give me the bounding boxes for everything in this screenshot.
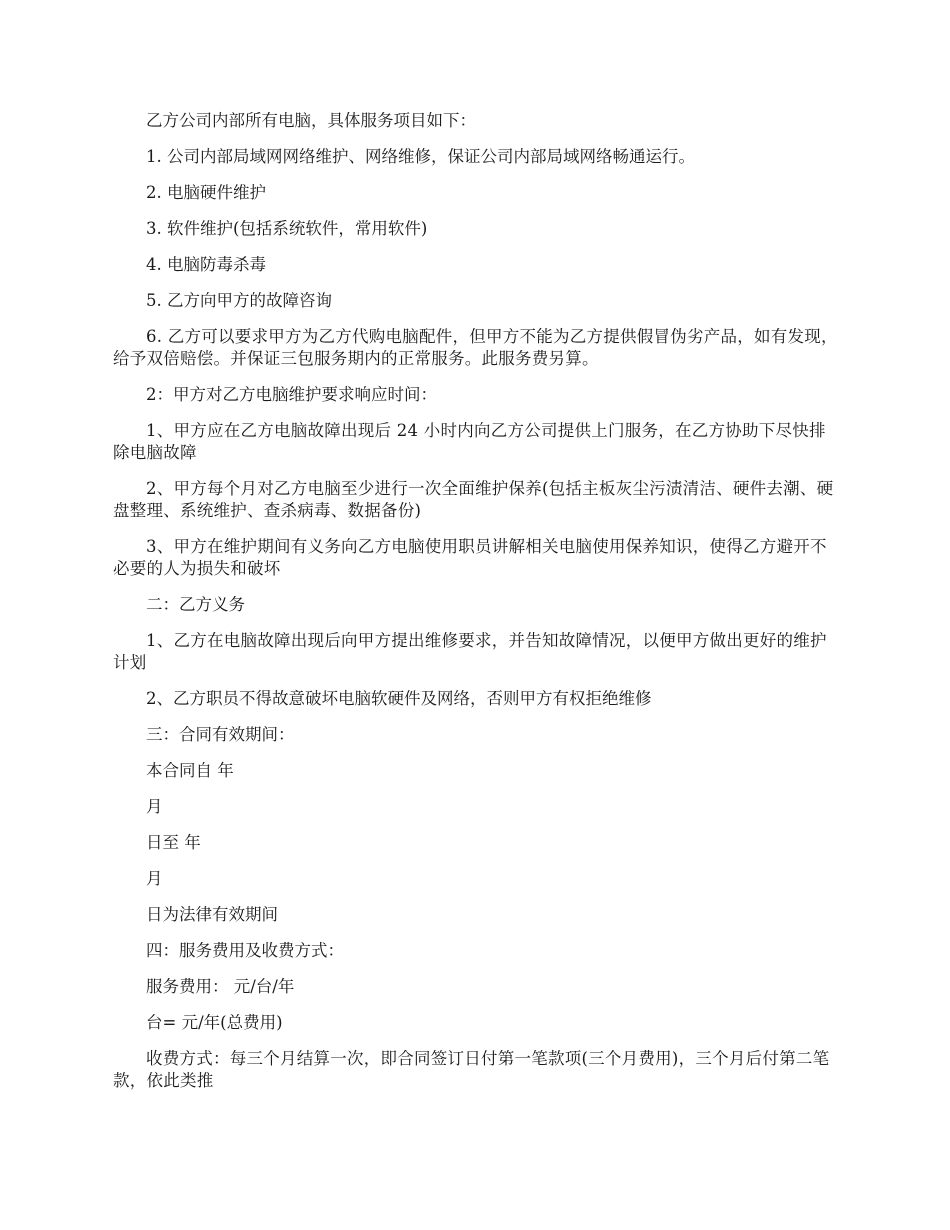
section-fees-heading: 四：服务费用及收费方式： [146, 941, 344, 960]
section-response-time-heading: 2：甲方对乙方电脑维护要求响应时间： [146, 385, 437, 404]
paragraph-item-3: 3. 软件维护(包括系统软件，常用软件) [146, 219, 428, 238]
paragraph-duty-2: 2、乙方职员不得故意破坏电脑软硬件及网络，否则甲方有权拒绝维修 [146, 689, 652, 708]
section-party-b-duties-heading: 二：乙方义务 [146, 595, 245, 614]
paragraph-item-2: 2. 电脑硬件维护 [146, 183, 266, 202]
paragraph-response-2: 2、甲方每个月对乙方电脑至少进行一次全面维护保养(包括主板灰尘污渍清洁、硬件去潮、硬盘整理、系统维护、查杀病毒、数据备份) [113, 479, 834, 520]
paragraph-validity-end-year: 日至 年 [146, 833, 201, 852]
section-validity-heading: 三：合同有效期间： [146, 725, 295, 744]
paragraph-payment-method: 收费方式：每三个月结算一次，即合同签订日付第一笔款项(三个月费用)，三个月后付第二笔款，依此类推 [113, 1049, 830, 1090]
paragraph-item-6: 6. 乙方可以要求甲方为乙方代购电脑配件，但甲方不能为乙方提供假冒伪劣产品，如有发现，给予双倍赔偿。并保证三包服务期内的正常服务。此服务费另算。 [113, 327, 838, 368]
paragraph-response-1: 1、甲方应在乙方电脑故障出现后 24 小时内向乙方公司提供上门服务，在乙方协助下尽快排除电脑故障 [113, 421, 826, 462]
paragraph-validity-start-month: 月 [146, 797, 163, 816]
paragraph-item-1: 1. 公司内部局域网网络维护、网络维修，保证公司内部局域网络畅通运行。 [146, 147, 695, 166]
paragraph-service-intro: 乙方公司内部所有电脑，具体服务项目如下： [146, 111, 476, 130]
paragraph-duty-1: 1、乙方在电脑故障出现后向甲方提出维修要求，并告知故障情况，以便甲方做出更好的维护计划 [113, 631, 827, 672]
paragraph-validity-start-year: 本合同自 年 [146, 761, 234, 780]
paragraph-total-fee: 台= 元/年(总费用) [146, 1013, 283, 1032]
paragraph-item-4: 4. 电脑防毒杀毒 [146, 255, 266, 274]
paragraph-response-3: 3、甲方在维护期间有义务向乙方电脑使用职员讲解相关电脑使用保养知识，使得乙方避开不必要的人为损失和破坏 [113, 537, 827, 578]
paragraph-validity-end-month: 月 [146, 869, 163, 888]
paragraph-validity-end: 日为法律有效期间 [146, 905, 278, 924]
document-body [113, 110, 841, 1106]
paragraph-item-5: 5. 乙方向甲方的故障咨询 [146, 291, 332, 310]
paragraph-service-fee: 服务费用： 元/台/年 [146, 977, 295, 996]
